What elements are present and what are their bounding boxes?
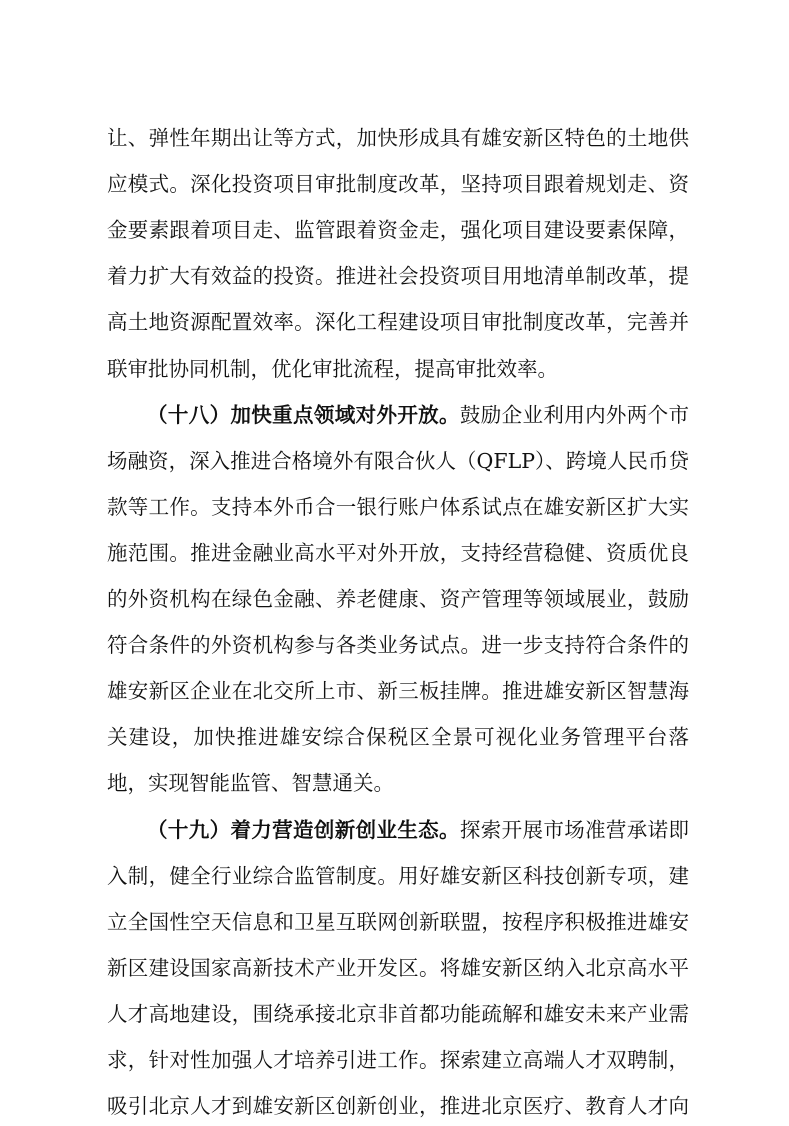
paragraph-1-line-3: 金要素跟着项目走、监管跟着资金走，强化项目建设要素保障， [107, 218, 689, 243]
paragraph-2-line-2: 场融资，深入推进合格境外有限合伙人（QFLP）、跨境人民币贷 [107, 448, 689, 473]
paragraph-2-line-3: 款等工作。支持本外币合一银行账户体系试点在雄安新区扩大实 [107, 494, 689, 519]
paragraph-2-line-1 [147, 395, 689, 435]
section-18-heading: （十八）加快重点领域对外开放。 [147, 402, 460, 427]
paragraph-2-line-9: 地，实现智能监管、智慧通关。 [107, 771, 394, 796]
paragraph-1-line-1: 让、弹性年期出让等方式，加快形成具有雄安新区特色的土地供 [107, 126, 689, 150]
paragraph-1-line-6: 联审批协同机制，优化审批流程，提高审批效率。 [107, 356, 558, 381]
paragraph-2-line-5: 的外资机构在绿色金融、养老健康、资产管理等领域展业，鼓励 [107, 587, 689, 611]
paragraph-3-line-6: 求，针对性加强人才培养引进工作。探索建立高端人才双聘制， [107, 1048, 689, 1072]
paragraph-2-line-6: 符合条件的外资机构参与各类业务试点。进一步支持符合条件的 [107, 633, 689, 658]
paragraph-1-line-5: 高土地资源配置效率。深化工程建设项目审批制度改革，完善并 [107, 310, 689, 335]
paragraph-3-line-3: 立全国性空天信息和卫星互联网创新联盟，按程序积极推进雄安 [107, 909, 689, 934]
section-18-first-line-text: 鼓励企业利用内外两个市 [459, 402, 690, 427]
paragraph-2-line-8: 关建设，加快推进雄安综合保税区全景可视化业务管理平台落 [107, 725, 689, 750]
paragraph-1-line-4: 着力扩大有效益的投资。推进社会投资项目用地清单制改革，提 [107, 264, 689, 289]
paragraph-3-line-1 [147, 810, 689, 850]
section-19-first-line-text: 探索开展市场准营承诺即 [459, 817, 690, 842]
paragraph-3-line-2: 入制，健全行业综合监管制度。用好雄安新区科技创新专项，建 [107, 863, 689, 888]
paragraph-2-line-4: 施范围。推进金融业高水平对外开放，支持经营稳健、资质优良 [107, 540, 689, 565]
paragraph-1-line-2: 应模式。深化投资项目审批制度改革，坚持项目跟着规划走、资 [107, 172, 689, 197]
paragraph-2-line-7: 雄安新区企业在北交所上市、新三板挂牌。推进雄安新区智慧海 [107, 679, 689, 704]
paragraph-3-line-4: 新区建设国家高新技术产业开发区。将雄安新区纳入北京高水平 [107, 955, 689, 980]
paragraph-3-line-7: 吸引北京人才到雄安新区创新创业，推进北京医疗、教育人才向 [107, 1094, 689, 1119]
section-19-heading: （十九）着力营造创新创业生态。 [147, 817, 460, 842]
paragraph-3-line-5: 人才高地建设，围绕承接北京非首都功能疏解和雄安未来产业需 [107, 1001, 689, 1026]
